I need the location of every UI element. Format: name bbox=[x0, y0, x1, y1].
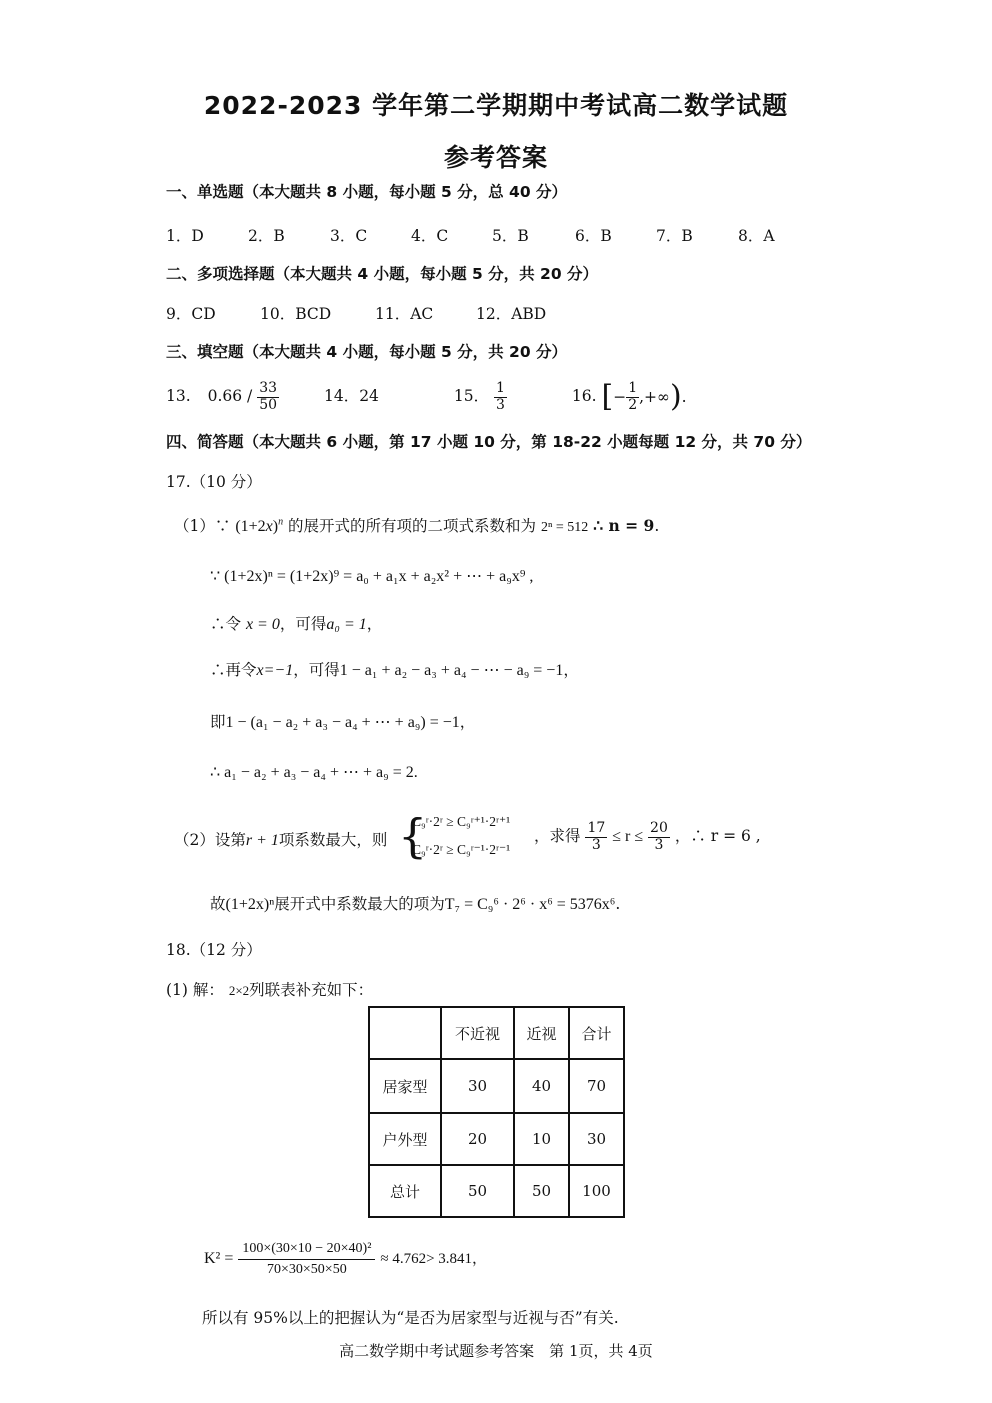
page-footer: 高二数学期中考试题参考答案 第 1页，共 4页 bbox=[339, 1342, 653, 1360]
q17-l8-b: (1+2x)ⁿ bbox=[225, 896, 275, 913]
q17-l3-b: x = 0 bbox=[245, 616, 280, 633]
table-cell: 70 bbox=[569, 1059, 624, 1113]
q17-l3-d: a₀ = 1 bbox=[326, 616, 367, 633]
numerator: 20 bbox=[650, 820, 668, 837]
numerator: 17 bbox=[587, 820, 606, 837]
table-cell: 10 bbox=[514, 1113, 569, 1165]
k2-formula bbox=[204, 1236, 487, 1281]
q17-p1-prefix: （1）∵ bbox=[174, 517, 231, 535]
section-1-answer: 7．B bbox=[656, 227, 693, 245]
table-cell: 50 bbox=[441, 1165, 514, 1217]
table-cell: 100 bbox=[569, 1165, 624, 1217]
q17-line3 bbox=[210, 612, 382, 634]
q17-p2-prefix bbox=[174, 828, 387, 850]
q16-denominator: 2 bbox=[628, 396, 638, 413]
q18-part1 bbox=[166, 978, 373, 1000]
table-cell: 30 bbox=[569, 1113, 624, 1165]
q14-answer: 14．24 bbox=[323, 387, 379, 405]
q15-denominator: 3 bbox=[496, 396, 505, 413]
q15-fraction bbox=[494, 381, 507, 413]
q17-line5 bbox=[210, 710, 475, 732]
q17-label: 17.（10 分） bbox=[166, 473, 262, 491]
q17-line2: ∵ (1+2x)ⁿ = (1+2x)⁹ = a₀ + a₁x + a₂x² + ⋯ + a₉x⁹ , bbox=[210, 568, 534, 585]
q17-p2-r: r + 1 bbox=[245, 832, 279, 849]
page-subtitle: 参考答案 bbox=[443, 143, 548, 172]
q17-p1-conclusion: ∴ n = 9 bbox=[593, 516, 655, 535]
section-2-answer: 11．AC bbox=[375, 305, 434, 323]
fraction-17-3 bbox=[585, 821, 607, 853]
q18-p1-a: (1) 解： bbox=[166, 981, 224, 999]
table-row bbox=[369, 1165, 624, 1217]
denominator: 3 bbox=[654, 836, 664, 853]
period: . bbox=[654, 517, 660, 535]
table-header-cell: 合计 bbox=[569, 1007, 624, 1059]
section-2-answer: 12．ABD bbox=[476, 305, 547, 323]
q18-conclusion: 所以有 95%以上的把握认为“是否为居家型与近视与否”有关. bbox=[202, 1309, 619, 1327]
table-header-cell: 近视 bbox=[514, 1007, 569, 1059]
q15-label: 15． bbox=[453, 387, 490, 405]
section-1-heading: 一、单选题（本大题共 8 小题，每小题 5 分，总 40 分） bbox=[166, 183, 568, 201]
q17-l8-d: T₇ = C₉⁶ · 2⁶ · x⁶ = 5376x⁶ bbox=[444, 896, 616, 913]
q17-expr: $(1+2x)^n$ bbox=[235, 516, 284, 535]
denominator: 3 bbox=[591, 836, 601, 853]
section-1-answer: 2．B bbox=[248, 227, 285, 245]
comma: ， bbox=[366, 615, 383, 633]
k2-fraction bbox=[238, 1241, 375, 1277]
table-row bbox=[369, 1059, 624, 1113]
section-2-heading: 二、多项选择题（本大题共 4 小题，每小题 5 分，共 20 分） bbox=[166, 265, 599, 283]
contingency-table bbox=[368, 1006, 625, 1218]
q15-numerator: 1 bbox=[496, 380, 505, 397]
q17-p2-ineq: ≤ r ≤ bbox=[612, 828, 644, 845]
q17-l8-a: 故 bbox=[210, 895, 226, 913]
k2-numerator: 100×(30×10 − 20×40)² bbox=[238, 1241, 375, 1259]
q17-l4-d: 1 − a₁ + a₂ − a₃ + a₄ − ⋯ − a₉ = −1 bbox=[339, 662, 564, 679]
system-brace: { bbox=[398, 809, 428, 863]
q17-l5-a: 即 bbox=[210, 713, 226, 731]
period: . bbox=[681, 388, 687, 406]
section-1-answer: 8．A bbox=[738, 227, 775, 245]
section-3-heading: 三、填空题（本大题共 4 小题，每小题 5 分，共 20 分） bbox=[166, 343, 568, 361]
table-cell: 20 bbox=[441, 1113, 514, 1165]
q13-numerator: 33 bbox=[259, 380, 278, 397]
q17-system-row1: C₉ʳ·2ʳ ≥ C₉ʳ⁺¹·2ʳ⁺¹ bbox=[412, 814, 511, 829]
q18-p1-b: 2×2 bbox=[228, 983, 250, 998]
section-1-answer: 4．C bbox=[411, 227, 449, 245]
table-header-cell: 不近视 bbox=[441, 1007, 514, 1059]
q17-p2-solution bbox=[534, 816, 761, 857]
q16-fraction bbox=[626, 381, 639, 413]
section-1-answer: 1．D bbox=[166, 227, 204, 245]
comma: ， bbox=[459, 713, 476, 731]
q17-p2-solve: ，求得 bbox=[534, 827, 581, 845]
q17-p2-conclusion: ，∴ r = 6 , bbox=[674, 827, 761, 845]
q17-system-row2: C₉ʳ·2ʳ ≥ C₉ʳ⁻¹·2ʳ⁻¹ bbox=[412, 842, 511, 857]
q17-l4-c: ，可得 bbox=[293, 661, 340, 679]
k2-denominator: 70×30×50×50 bbox=[267, 1261, 347, 1277]
section-4-heading: 四、简答题（本大题共 6 小题，第 17 小题 10 分，第 18-22 小题每题 12 分，共 70 分） bbox=[166, 433, 812, 451]
section-2-answer: 10．BCD bbox=[260, 305, 332, 323]
q17-p1-text: 的展开式的所有项的二项式系数和为 bbox=[288, 517, 537, 535]
q16-label: 16. bbox=[571, 387, 597, 405]
q17-l8-c: 展开式中系数最大的项为 bbox=[274, 895, 445, 913]
section-1-answer: 6．B bbox=[575, 227, 612, 245]
q13-denominator: 50 bbox=[259, 396, 278, 413]
q13-value: 0.66 / bbox=[207, 387, 253, 405]
table-cell: 户外型 bbox=[369, 1113, 441, 1165]
minus-sign: − bbox=[613, 388, 627, 406]
page-title: 2022-2023 学年第二学期期中考试高二数学试题 bbox=[203, 91, 789, 120]
table-cell: 50 bbox=[514, 1165, 569, 1217]
k2-rhs: ≈ 4.762> 3.841， bbox=[380, 1251, 488, 1267]
k2-lhs: K² = bbox=[204, 1250, 234, 1267]
table-cell: 居家型 bbox=[369, 1059, 441, 1113]
table-header-row bbox=[369, 1007, 624, 1059]
q17-p1-eq: 2ⁿ = 512 bbox=[541, 520, 589, 535]
section-1-answer: 5．B bbox=[492, 227, 529, 245]
q17-l3-a: ∴令 bbox=[210, 615, 242, 633]
q17-p2-text: 项系数最大，则 bbox=[278, 831, 388, 849]
table-header-cell bbox=[369, 1007, 441, 1059]
section-1-answer: 3．C bbox=[330, 227, 368, 245]
q17-line4 bbox=[210, 658, 579, 680]
section-2-answer: 9．CD bbox=[166, 305, 216, 323]
left-bracket: [ bbox=[601, 379, 614, 414]
right-paren: ) bbox=[669, 379, 682, 414]
q17-line8 bbox=[210, 892, 620, 914]
q17-part1 bbox=[174, 514, 659, 536]
q17-l6: ∴ a₁ − a₂ + a₃ − a₄ + ⋯ + a₉ = 2 bbox=[210, 764, 414, 781]
q16-rest: ,+∞ bbox=[639, 388, 670, 406]
period: . bbox=[615, 895, 621, 913]
q13-label: 13. bbox=[166, 387, 191, 405]
table-cell: 30 bbox=[441, 1059, 514, 1113]
q17-l4-b: x=−1 bbox=[256, 662, 294, 679]
fraction-20-3 bbox=[648, 821, 670, 853]
table-row bbox=[369, 1113, 624, 1165]
q13-fraction bbox=[257, 381, 279, 413]
q17-l4-a: ∴再令 bbox=[210, 661, 257, 679]
q18-label: 18.（12 分） bbox=[166, 941, 262, 959]
q17-l5-b: 1 − (a₁ − a₂ + a₃ − a₄ + ⋯ + a₉) = −1 bbox=[225, 714, 460, 731]
q17-line6: ∴ a₁ − a₂ + a₃ − a₄ + ⋯ + a₉ = 2. bbox=[210, 764, 418, 781]
table-cell: 40 bbox=[514, 1059, 569, 1113]
table-cell: 总计 bbox=[369, 1165, 441, 1217]
q18-p1-c: 列联表补充如下： bbox=[249, 981, 374, 999]
q17-l3-c: ，可得 bbox=[279, 615, 327, 633]
q17-p2-a: （2）设第 bbox=[174, 831, 246, 849]
q16-numerator: 1 bbox=[628, 380, 638, 397]
comma: ， bbox=[563, 661, 579, 679]
fill-in-answers bbox=[166, 376, 687, 417]
